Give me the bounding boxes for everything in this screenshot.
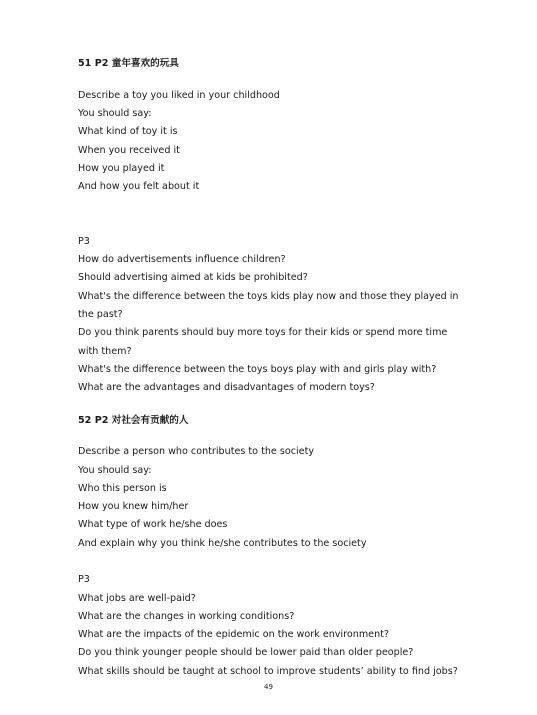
s51-p2-line: How you played it <box>78 163 165 174</box>
s52-p3-line: What skills should be taught at school to improve students’ ability to find jobs? <box>78 666 458 677</box>
s51-p3-label: P3 <box>78 236 90 247</box>
section-52-heading: 52 P2 对社会有贡献的人 <box>78 415 189 426</box>
s52-p2-line: What type of work he/she does <box>78 519 228 530</box>
s51-p3-line: What's the difference between the toys boys play with and girls play with? <box>78 364 437 375</box>
s51-p3-line: How do advertisements influence children? <box>78 254 286 265</box>
s51-p2-line: When you received it <box>78 145 180 156</box>
s52-p2-line: And explain why you think he/she contributes to the society <box>78 538 367 549</box>
s52-p2-line: Describe a person who contributes to the society <box>78 446 315 457</box>
s51-p3-line: What are the advantages and disadvantages of modern toys? <box>78 382 375 393</box>
s52-p3-line: What jobs are well-paid? <box>78 593 196 604</box>
s51-p2-line: What kind of toy it is <box>78 126 178 137</box>
s52-p3-line: What are the impacts of the epidemic on the work environment? <box>78 629 390 640</box>
s52-p2-line: Who this person is <box>78 483 167 494</box>
s51-p3-line: the past? <box>78 309 123 320</box>
s52-p3-line: What are the changes in working conditions? <box>78 611 295 622</box>
s51-p3-line: Should advertising aimed at kids be prohibited? <box>78 272 308 283</box>
s52-p2-line: How you knew him/her <box>78 501 189 512</box>
s51-p2-line: You should say: <box>78 108 152 119</box>
s52-p3-label: P3 <box>78 574 90 585</box>
s51-p3-line: with them? <box>78 346 132 357</box>
s52-p3-line: Do you think younger people should be lower paid than older people? <box>78 647 414 658</box>
s51-p2-line: And how you felt about it <box>78 181 200 192</box>
s52-p2-line: You should say: <box>78 465 152 476</box>
s51-p3-line: What's the difference between the toys kids play now and those they played in <box>78 291 459 302</box>
s51-p3-line: Do you think parents should buy more toys for their kids or spend more time <box>78 327 448 338</box>
s51-p2-line: Describe a toy you liked in your childhood <box>78 90 280 101</box>
page-number: 49 <box>264 683 273 691</box>
section-51-heading: 51 P2 童年喜欢的玩具 <box>78 58 179 69</box>
